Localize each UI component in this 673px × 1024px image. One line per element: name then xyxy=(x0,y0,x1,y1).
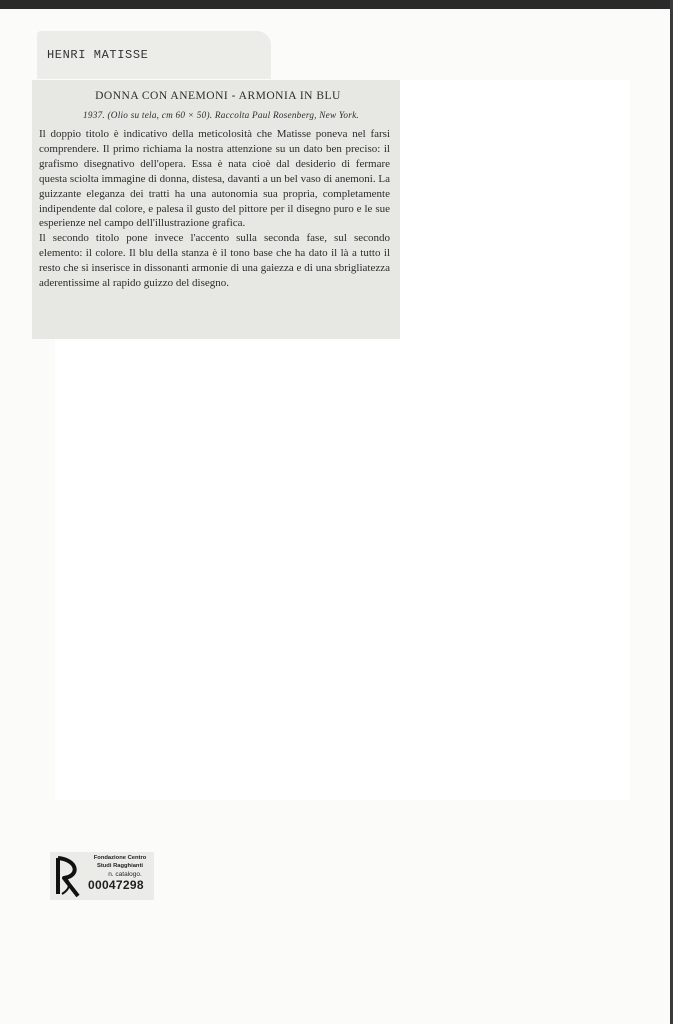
description-paragraph: Il doppio titolo è indicativo della meticolosità che Matisse poneva nel farsi comprendere. Il primo richiama la nostra attenzione su un dato ben preciso: il grafismo disegnativo dell'opera. Essa è nata cioè dal desiderio di fermare questa sciolta immagine di donna, distesa, davanti a un bel vaso di anemoni. La guizzante eleganza dei tratti ha una autonomia sua propria, completamente indipendente dal colore, e palesa il gusto del pittore per il disegno puro e le sue esperienze nel campo dell'illustrazione grafica. xyxy=(39,128,390,230)
stamp-catalog-number: 00047298 xyxy=(88,878,144,892)
artwork-description xyxy=(38,127,390,291)
artwork-title: DONNA CON ANEMONI - ARMONIA IN BLU xyxy=(95,90,341,102)
artist-name: HENRI MATISSE xyxy=(47,48,149,62)
description-paragraph: Il secondo titolo pone invece l'accento sulla seconda fase, sul secondo elemento: il colore. Il blu della stanza è il tono base che ha dato il là a tutto il resto che si inserisce in dissonanti armonie di una gaiezza e di una sbrigliatezza aderentissime al rapido guizzo del disegno. xyxy=(39,232,390,290)
catalog-stamp xyxy=(50,852,154,900)
stamp-institution-line-2: Studi Ragghianti xyxy=(96,863,144,869)
stamp-catalog-label: n. catalogo. xyxy=(108,871,142,878)
description-card xyxy=(32,80,400,339)
artwork-details: 1937. (Olio su tela, cm 60 × 50). Raccolta Paul Rosenberg, New York. xyxy=(83,110,359,120)
stamp-institution-line-1: Fondazione Centro xyxy=(93,855,147,861)
fondazione-ragghianti-logo-icon xyxy=(52,854,82,898)
artist-label-tab xyxy=(37,31,271,79)
scan-top-border xyxy=(0,0,673,9)
stamp-text xyxy=(86,854,154,892)
